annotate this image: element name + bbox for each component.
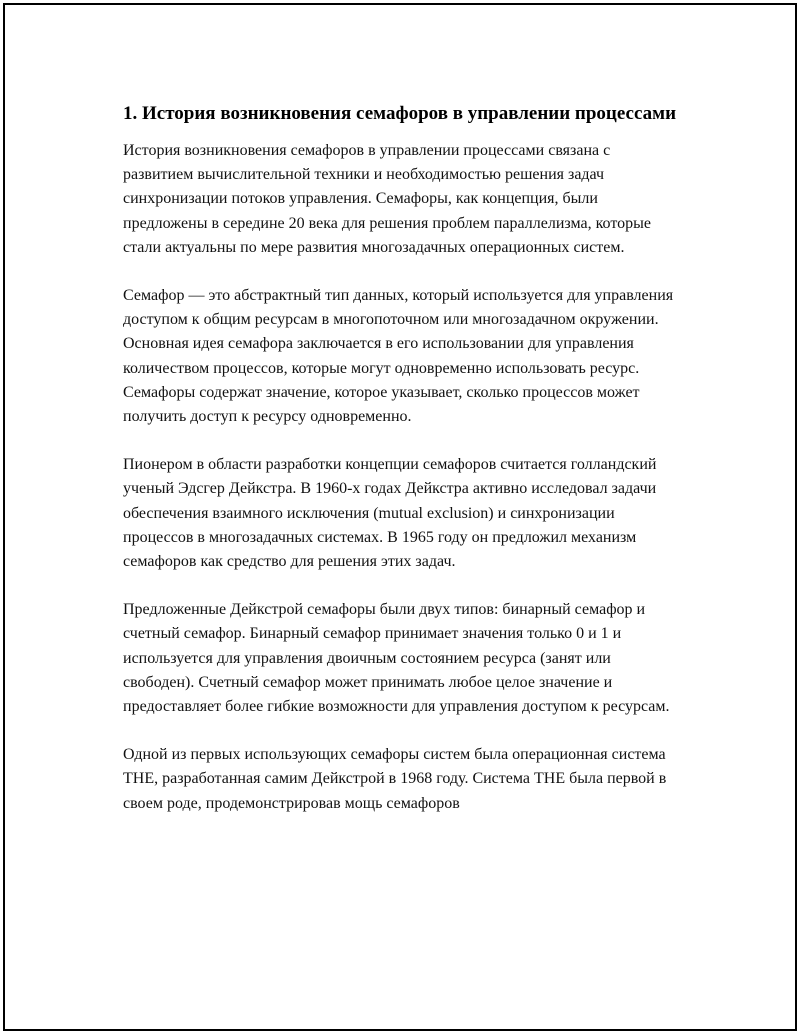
- paragraph-semaphore-types: Предложенные Дейкстрой семафоры были двух типов: бинарный семафор и счетный семафор. Бинарный семафор принимает значения только 0 и 1 и используется для управления двоичным состоянием ресурса (занят или свободен). Счетный семафор может принимать любое целое значение и предоставляет более гибкие возможности для управления доступом к ресурсам.: [123, 601, 670, 716]
- page-frame: [3, 3, 797, 1031]
- paragraph-the-system: Одной из первых использующих семафоры систем была операционная система THE, разработанная самим Дейкстрой в 1968 году. Система THE была первой в своем роде, продемонстрировав мощь семафоров: [123, 746, 667, 812]
- paragraph-semaphore-definition: Семафор — это абстрактный тип данных, который используется для управления доступом к общим ресурсам в многопоточном или многозадачном окружении. Основная идея семафора заключается в его использовании для управления количеством процессов, которые могут одновременно использовать ресурс. Семафоры содержат значение, которое указывает, сколько процессов может получить доступ к ресурсу одновременно.: [123, 287, 674, 426]
- document-body: [123, 100, 683, 840]
- paragraph-history: История возникновения семафоров в управлении процессами связана с развитием вычислительной техники и необходимостью решения задач синхронизации потоков управления. Семафоры, как концепция, были предложены в середине 20 века для решения проблем параллелизма, которые стали актуальны по мере развития многозадачных операционных систем.: [123, 142, 651, 256]
- paragraph-dijkstra: Пионером в области разработки концепции семафоров считается голландский ученый Эдсгер Дейкстра. В 1960-х годах Дейкстра активно исследовал задачи обеспечения взаимного исключения (mutual exclusion) и синхронизации процессов в многозадачных системах. В 1965 году он предложил механизм семафоров как средство для решения этих задач.: [123, 456, 657, 571]
- section-heading: 1. История возникновения семафоров в управлении процессами: [123, 103, 677, 124]
